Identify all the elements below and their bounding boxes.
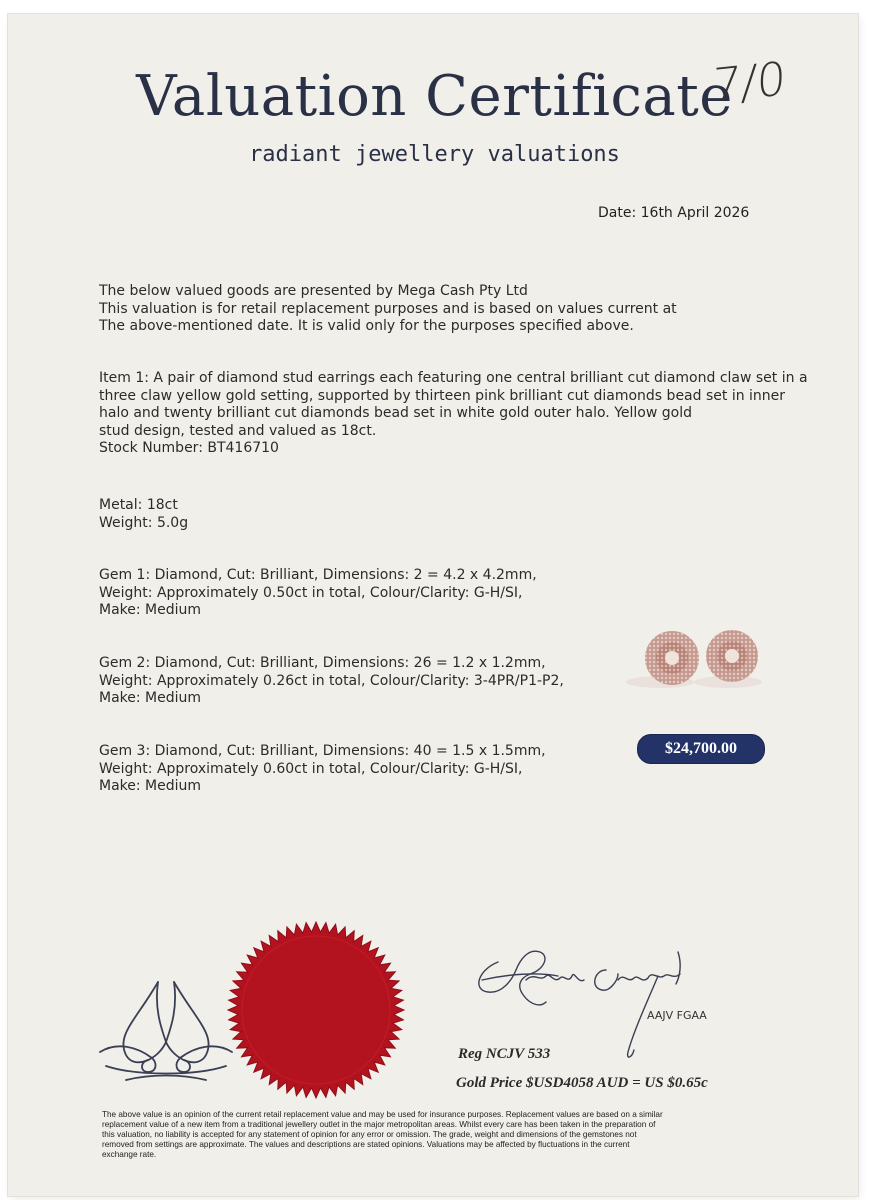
gem-line: Weight: Approximately 0.50ct in total, Colour/Clarity: G-H/SI, bbox=[99, 584, 523, 601]
valuation-price-badge: $24,700.00 bbox=[637, 734, 765, 764]
metal-details bbox=[99, 497, 809, 532]
gem-1 bbox=[99, 567, 809, 620]
item-line: Item 1: A pair of diamond stud earrings each featuring one central brilliant cut diamond claw set in a bbox=[99, 370, 808, 386]
certificate-title: Valuation Certificate bbox=[136, 64, 733, 129]
handwritten-page-marker: 7/0 bbox=[711, 50, 787, 114]
intro-line: The below valued goods are presented by Mega Cash Pty Ltd bbox=[99, 283, 528, 299]
gem-line: Make: Medium bbox=[99, 778, 202, 794]
weight-line: Weight: 5.0g bbox=[99, 514, 189, 531]
company-name: radiant jewellery valuations bbox=[249, 142, 620, 167]
disclaimer-line: removed from settings are approximate. The values and descriptions are stated opinions. Valuations may be affected by fluctuations in the current bbox=[102, 1140, 630, 1149]
gem-line: Weight: Approximately 0.60ct in total, Colour/Clarity: G-H/SI, bbox=[99, 760, 523, 777]
red-wax-seal-icon bbox=[226, 920, 406, 1100]
disclaimer-line: this valuation, no liability is accepted for any statement of opinion for any error or omission. The grade, weight and dimensions of the gemstones not bbox=[102, 1130, 637, 1139]
flourish-ornament-icon bbox=[96, 980, 236, 1090]
intro-paragraph bbox=[99, 283, 809, 336]
intro-line: This valuation is for retail replacement purposes and is based on values current at bbox=[99, 300, 677, 317]
metal-line: Metal: 18ct bbox=[99, 497, 178, 513]
gem-line: Gem 2: Diamond, Cut: Brilliant, Dimensions: 26 = 1.2 x 1.2mm, bbox=[99, 655, 546, 671]
gem-line: Gem 1: Diamond, Cut: Brilliant, Dimensions: 2 = 4.2 x 4.2mm, bbox=[99, 567, 537, 583]
disclaimer bbox=[102, 1110, 802, 1160]
item-line: halo and twenty brilliant cut diamonds bead set in white gold outer halo. Yellow gold bbox=[99, 405, 692, 421]
item-line: stud design, tested and valued as 18ct. bbox=[99, 422, 377, 439]
gem-line: Gem 3: Diamond, Cut: Brilliant, Dimensions: 40 = 1.5 x 1.5mm, bbox=[99, 743, 546, 759]
stock-number: Stock Number: BT416710 bbox=[99, 440, 279, 456]
disclaimer-line: replacement value of a new item from a traditional jewellery outlet in the major metropolitan areas. Whilst every care has been taken in the preparation of bbox=[102, 1120, 656, 1129]
gem-line: Weight: Approximately 0.26ct in total, Colour/Clarity: 3-4PR/P1-P2, bbox=[99, 672, 564, 689]
earrings-photo-icon bbox=[620, 620, 770, 695]
item-line: three claw yellow gold setting, supported by thirteen pink brilliant cut diamonds bead set in inner bbox=[99, 387, 786, 404]
disclaimer-line: exchange rate. bbox=[102, 1150, 157, 1159]
registration-number: Reg NCJV 533 bbox=[458, 1046, 551, 1062]
item-description bbox=[99, 370, 809, 458]
gem-line: Make: Medium bbox=[99, 690, 202, 706]
gem-line: Make: Medium bbox=[99, 602, 202, 618]
signature-name bbox=[471, 994, 473, 995]
signer-credentials: AAJV FGAA bbox=[647, 1009, 707, 1022]
intro-line: The above-mentioned date. It is valid only for the purposes specified above. bbox=[99, 318, 634, 334]
disclaimer-line: The above value is an opinion of the current retail replacement value and may be used for insurance purposes. Replacement values are based on a similar bbox=[102, 1110, 663, 1119]
certificate-date: Date: 16th April 2026 bbox=[598, 205, 750, 221]
gold-price-line: Gold Price $USD4058 AUD = US $0.65c bbox=[456, 1075, 708, 1091]
